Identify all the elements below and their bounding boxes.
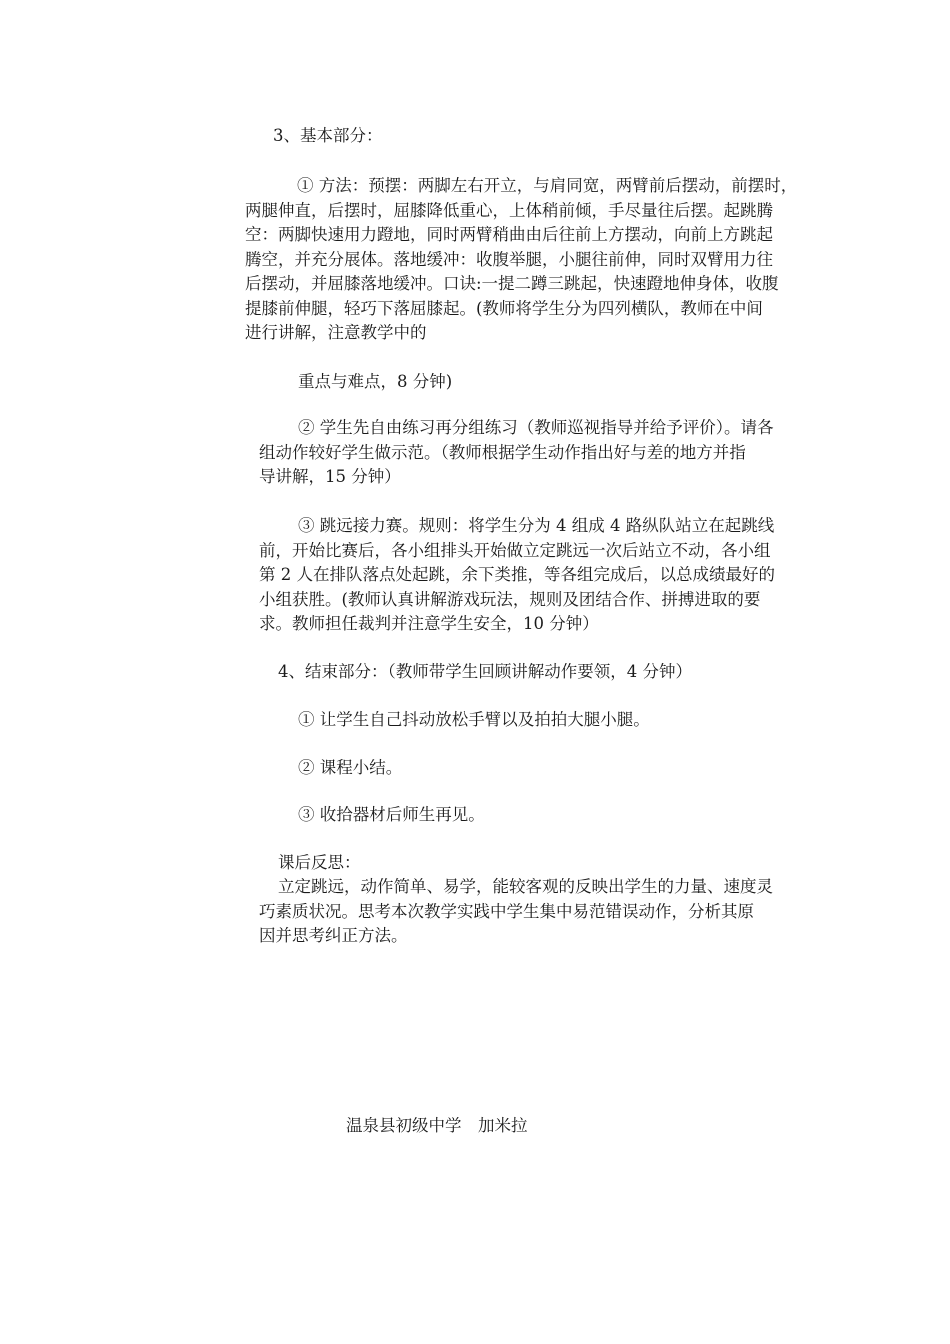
paragraph-line: 立定跳远，动作简单、易学，能较客观的反映出学生的力量、速度灵 [278, 877, 773, 896]
paragraph-line: 第 2 人在排队落点处起跳，余下类推，等各组完成后，以总成绩最好的 [259, 565, 775, 584]
paragraph-line: ① 方法：预摆：两脚左右开立，与肩同宽，两臂前后摆动，前摆时， [297, 176, 798, 195]
paragraph-line: ② 学生先自由练习再分组练习（教师巡视指导并给予评价）。请各 [298, 418, 774, 437]
paragraph-line: 两腿伸直，后摆时，屈膝降低重心，上体稍前倾，手尽量往后摆。起跳腾 [245, 200, 773, 220]
signature: 温泉县初级中学 加米拉 [346, 1116, 528, 1135]
section3-method-paragraph [245, 174, 835, 346]
section4-item-summary: ② 课程小结。 [298, 758, 403, 777]
paragraph-line: 提膝前伸腿，轻巧下落屈膝起。(教师将学生分为四列横队，教师在中间 [245, 298, 763, 318]
paragraph-line: 空：两脚快速用力蹬地，同时两臂稍曲由后往前上方摆动，向前上方跳起 [245, 225, 773, 244]
section4-heading: 4、结束部分：（教师带学生回顾讲解动作要领，4 分钟） [278, 662, 692, 681]
section4-item-farewell: ③ 收拾器材后师生再见。 [298, 805, 485, 824]
section3-method-tail: 重点与难点，8 分钟) [298, 372, 453, 391]
section4-item-relax: ① 让学生自己抖动放松手臂以及拍拍大腿小腿。 [298, 710, 650, 729]
paragraph-line: 小组获胜。(教师认真讲解游戏玩法，规则及团结合作、拼搏进取的要 [259, 589, 761, 609]
paragraph-line: 进行讲解，注意教学中的 [245, 323, 427, 342]
paragraph-line: ③ 跳远接力赛。规则：将学生分为 4 组成 4 路纵队站立在起跳线 [298, 516, 775, 535]
paragraph-line: 导讲解，15 分钟） [259, 467, 401, 486]
paragraph-line: 因并思考纠正方法。 [259, 926, 408, 945]
paragraph-line: 组动作较好学生做示范。（教师根据学生动作指出好与差的地方并指 [259, 442, 746, 462]
reflection-paragraph [259, 875, 835, 949]
section3-practice-paragraph [259, 416, 835, 490]
paragraph-line: 腾空，并充分展体。落地缓冲：收腹举腿，小腿往前伸，同时双臂用力往 [245, 249, 773, 269]
paragraph-line: 求。教师担任裁判并注意学生安全，10 分钟） [259, 614, 599, 633]
paragraph-line: 后摆动，并屈膝落地缓冲。口诀:一提二蹲三跳起，快速蹬地伸身体，收腹 [245, 274, 779, 293]
paragraph-line: 前，开始比赛后，各小组排头开始做立定跳远一次后站立不动，各小组 [259, 540, 771, 560]
paragraph-line: 巧素质状况。思考本次教学实践中学生集中易范错误动作，分析其原 [259, 901, 754, 921]
section3-relay-paragraph [259, 514, 835, 637]
reflection-heading: 课后反思： [278, 853, 361, 872]
section3-heading: 3、基本部分： [273, 126, 383, 145]
